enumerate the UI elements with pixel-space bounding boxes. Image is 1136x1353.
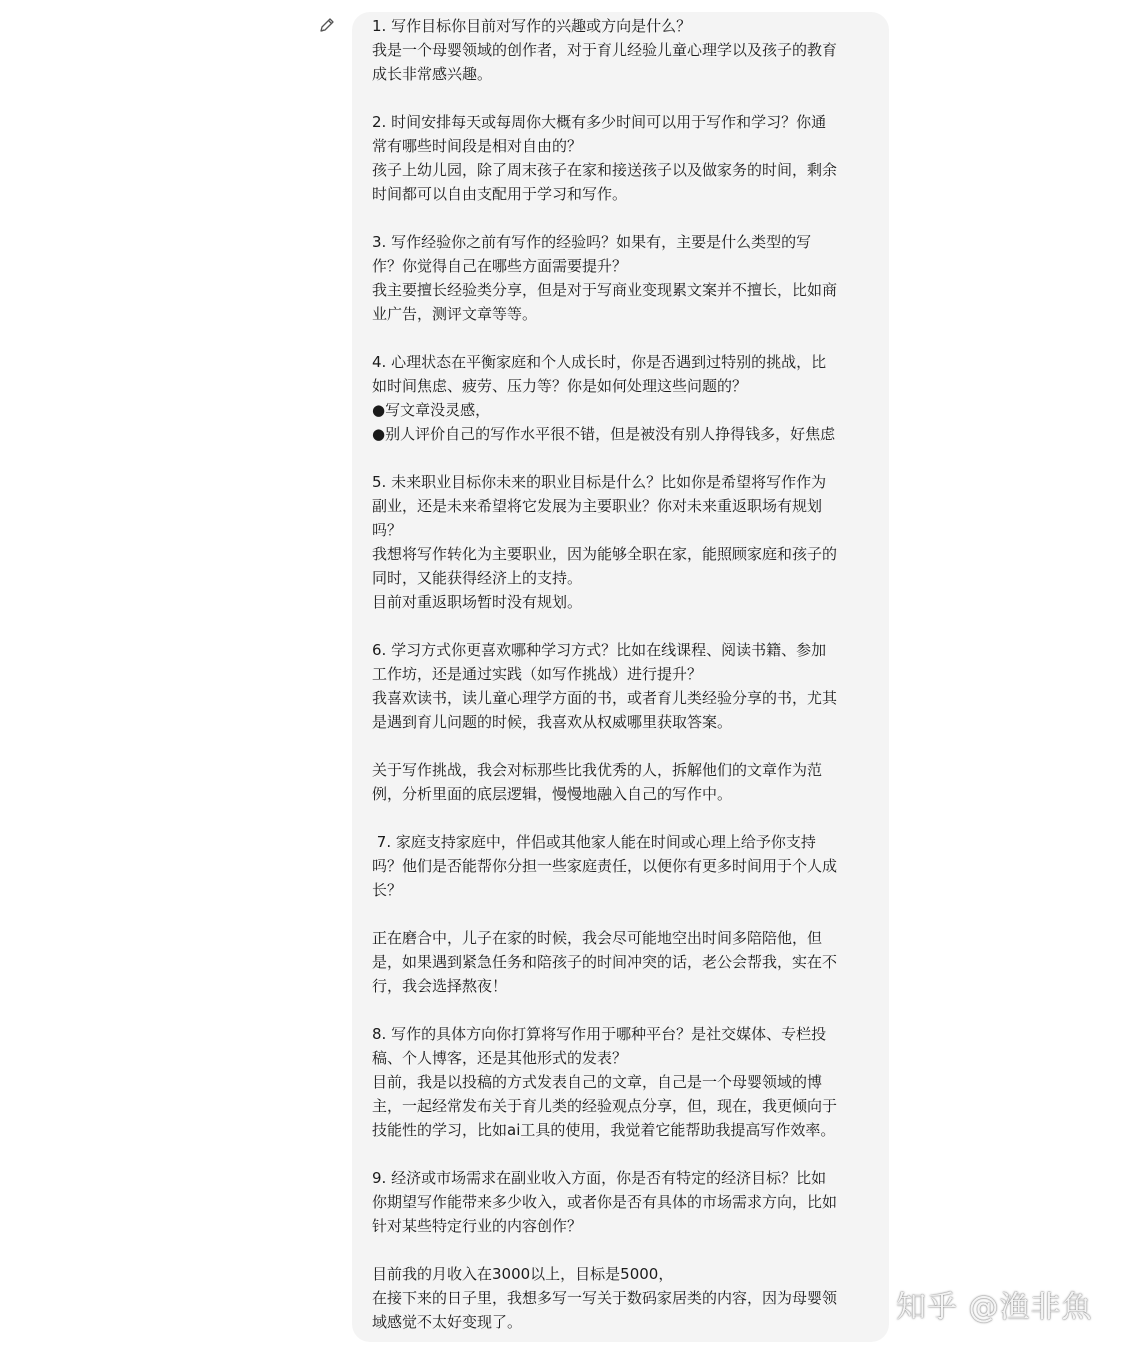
blank-line (372, 1238, 873, 1262)
message-line: 长？ (372, 881, 403, 899)
message-line: 5. 未来职业目标你未来的职业目标是什么？比如你是希望将写作作为 (372, 473, 827, 491)
message-line: 6. 学习方式你更喜欢哪种学习方式？比如在线课程、阅读书籍、参加 (372, 641, 827, 659)
message-line: 目前对重返职场暂时没有规划。 (372, 593, 583, 611)
blank-line (372, 206, 873, 230)
message-line: 4. 心理状态在平衡家庭和个人成长时，你是否遇到过特别的挑战，比 (372, 353, 827, 371)
message-line: 关于写作挑战，我会对标那些比我优秀的人，拆解他们的文章作为范 (372, 761, 823, 779)
message-line: 域感觉不太好变现了。 (372, 1313, 523, 1331)
blank-line (372, 998, 873, 1022)
message-line: 吗？ (372, 521, 403, 539)
message-line: 1. 写作目标你目前对写作的兴趣或方向是什么？ (372, 17, 692, 35)
message-line: ●写文章没灵感， (372, 401, 491, 419)
message-line: 7. 家庭支持家庭中，伴侣或其他家人能在时间或心理上给予你支持 (372, 833, 816, 851)
message-line: 主，一起经常发布关于育儿类的经验观点分享，但，现在，我更倾向于 (372, 1097, 838, 1115)
message-line: 技能性的学习，比如ai工具的使用，我觉着它能帮助我提高写作效率。 (372, 1121, 836, 1139)
message-line: 如时间焦虑、疲劳、压力等？你是如何处理这些问题的？ (372, 377, 748, 395)
message-line: 工作坊，还是通过实践（如写作挑战）进行提升？ (372, 665, 703, 683)
message-line: 目前我的月收入在3000以上，目标是5000， (372, 1265, 674, 1283)
message-line: 例，分析里面的底层逻辑，慢慢地融入自己的写作中。 (372, 785, 733, 803)
message-line: 副业，还是未来希望将它发展为主要职业？你对未来重返职场有规划 (372, 497, 823, 515)
message-line: 你期望写作能带来多少收入，或者你是否有具体的市场需求方向，比如 (372, 1193, 838, 1211)
message-line: 我喜欢读书，读儿童心理学方面的书，或者育儿类经验分享的书，尤其 (372, 689, 838, 707)
message-line: 正在磨合中，儿子在家的时候，我会尽可能地空出时间多陪陪他，但 (372, 929, 823, 947)
message-line: 3. 写作经验你之前有写作的经验吗？如果有，主要是什么类型的写 (372, 233, 812, 251)
message-line: 8. 写作的具体方向你打算将写作用于哪种平台？是社交媒体、专栏投 (372, 1025, 827, 1043)
blank-line (372, 446, 873, 470)
message-line: 目前，我是以投稿的方式发表自己的文章，自己是一个母婴领域的博 (372, 1073, 823, 1091)
message-line: 我是一个母婴领域的创作者，对于育儿经验儿童心理学以及孩子的教育 (372, 41, 838, 59)
message-line: 我主要擅长经验类分享，但是对于写商业变现累文案并不擅长，比如商 (372, 281, 838, 299)
message-line: ●别人评价自己的写作水平很不错，但是被没有别人挣得钱多，好焦虑 (372, 425, 836, 443)
message-line: 在接下来的日子里，我想多写一写关于数码家居类的内容，因为母婴领 (372, 1289, 838, 1307)
message-line: 同时，又能获得经济上的支持。 (372, 569, 583, 587)
message-line: 针对某些特定行业的内容创作？ (372, 1217, 583, 1235)
message-line: 常有哪些时间段是相对自由的？ (372, 137, 583, 155)
message-line: 2. 时间安排每天或每周你大概有多少时间可以用于写作和学习？你通 (372, 113, 827, 131)
pencil-edit-icon[interactable] (318, 16, 336, 34)
blank-line (372, 86, 873, 110)
blank-line (372, 1142, 873, 1166)
blank-line (372, 902, 873, 926)
message-line: 9. 经济或市场需求在副业收入方面，你是否有特定的经济目标？比如 (372, 1169, 827, 1187)
user-message-bubble (352, 12, 889, 1342)
message-line: 行，我会选择熬夜！ (372, 977, 508, 995)
message-line: 稿、个人博客，还是其他形式的发表？ (372, 1049, 628, 1067)
zhihu-watermark: 知乎 @渔非魚 (896, 1290, 1093, 1325)
blank-line (372, 614, 873, 638)
message-line: 是，如果遇到紧急任务和陪孩子的时间冲突的话，老公会帮我，实在不 (372, 953, 838, 971)
blank-line (372, 326, 873, 350)
message-line: 是遇到育儿问题的时候，我喜欢从权威哪里获取答案。 (372, 713, 733, 731)
blank-line (372, 734, 873, 758)
message-line: 业广告，测评文章等等。 (372, 305, 538, 323)
message-line: 作？你觉得自己在哪些方面需要提升？ (372, 257, 628, 275)
message-line: 成长非常感兴趣。 (372, 65, 493, 83)
message-line: 吗？他们是否能帮你分担一些家庭责任，以便你有更多时间用于个人成 (372, 857, 838, 875)
message-line: 孩子上幼儿园，除了周末孩子在家和接送孩子以及做家务的时间，剩余 (372, 161, 838, 179)
blank-line (372, 806, 873, 830)
message-line: 时间都可以自由支配用于学习和写作。 (372, 185, 628, 203)
message-line: 我想将写作转化为主要职业，因为能够全职在家，能照顾家庭和孩子的 (372, 545, 838, 563)
